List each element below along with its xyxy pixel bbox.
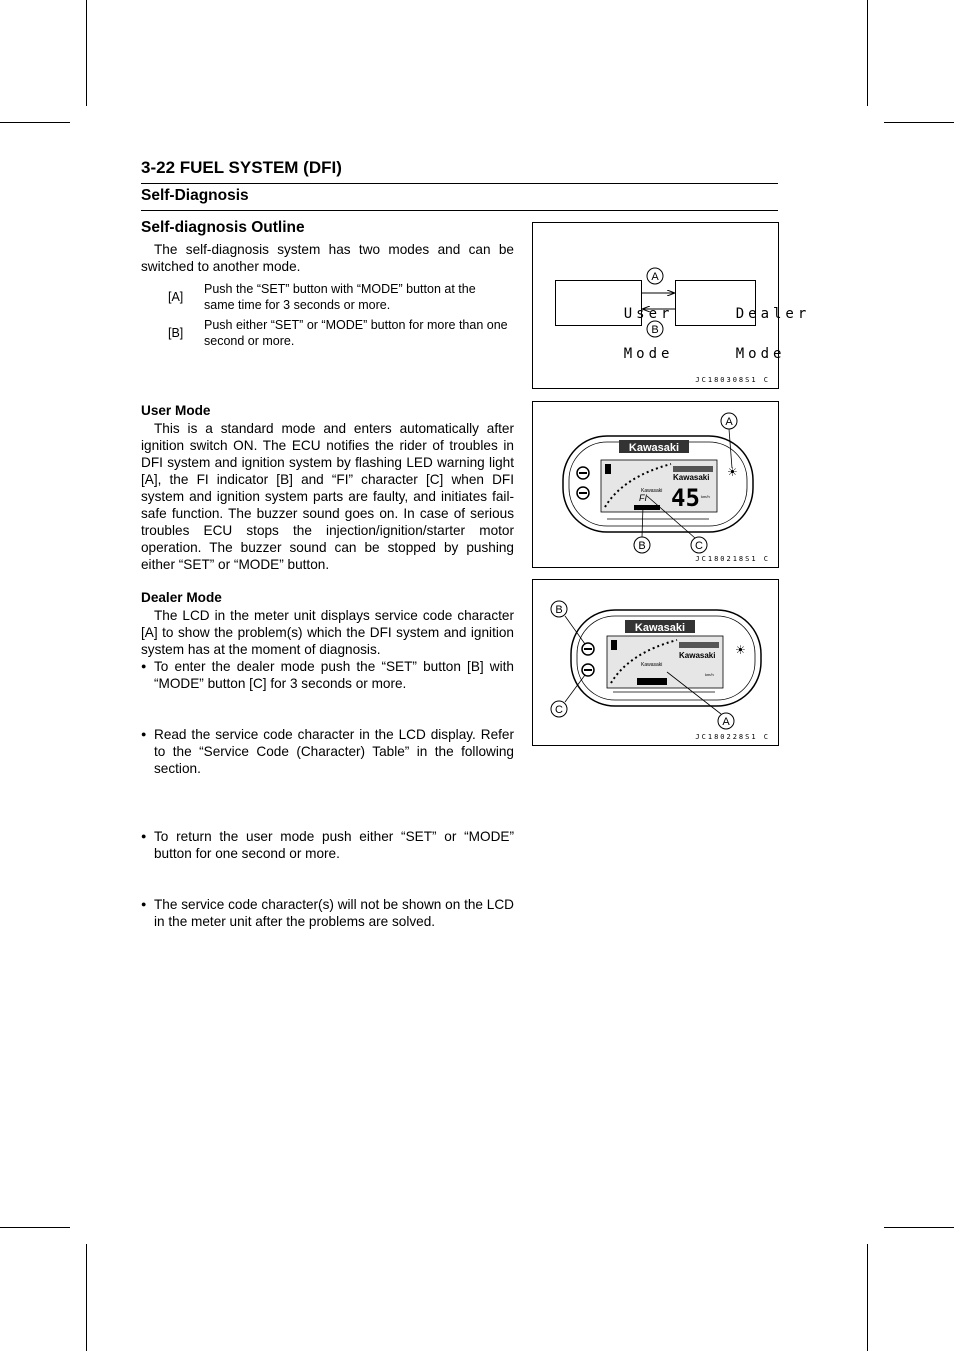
user-mode-heading: User Mode xyxy=(141,403,211,418)
lcd-brand: Kawasaki xyxy=(679,651,716,660)
callout-a: A xyxy=(722,716,730,728)
crop-mark xyxy=(0,122,70,123)
dealer-bullet: ● The service code character(s) will not be shown on the LCD in the meter unit after the problems are solved. xyxy=(141,896,514,930)
user-mode-body: This is a standard mode and enters automatically after ignition switch ON. The ECU notifies the rider of troubles in DFI system and ignition system by flashing LED warning light [A], the FI indicator [B] and “FI” character [C] when DFI system and ignition system parts are faulty, and initiates fail-safe function. The buzzer sound goes on. In case of serious troubles ECU stops the injection/ignition/starter motor operation. The buzzer sound can be stopped by pushing either “SET” or “MODE” button. xyxy=(141,421,514,572)
callout-a: A xyxy=(725,416,733,428)
lcd-unit: km/h xyxy=(705,672,714,677)
dealer-bullet: ● To return the user mode push either “SET” or “MODE” button for one second or more. xyxy=(141,828,514,862)
lcd-speed: 45 xyxy=(671,484,700,512)
mode-switch-figure xyxy=(532,222,811,389)
callout-c: C xyxy=(555,704,563,716)
user-box-line1: User xyxy=(623,306,674,322)
crop-mark xyxy=(867,0,868,106)
outline-intro: The self-diagnosis system has two modes and can be switched to another mode. xyxy=(141,242,514,274)
lcd-brand-small: Kawasaki xyxy=(641,662,663,668)
crop-mark xyxy=(86,0,87,106)
figure-code: JC180228S1 C xyxy=(695,733,770,741)
warning-light-icon: ☀ xyxy=(727,465,738,479)
meter-illustration xyxy=(533,402,780,569)
service-code-char xyxy=(637,678,667,685)
dealer-mode-meter-figure xyxy=(532,579,779,746)
caption-label-a: [A] xyxy=(168,290,184,304)
crop-mark xyxy=(86,1244,87,1351)
dealer-mode-heading: Dealer Mode xyxy=(141,590,222,605)
crop-mark xyxy=(0,1227,70,1228)
meter-brand: Kawasaki xyxy=(634,622,686,634)
dealer-bullet: ● To enter the dealer mode push the “SET” button [B] with “MODE” button [C] for 3 seconds or more. xyxy=(141,658,514,692)
user-box-line2: Mode xyxy=(623,346,674,362)
crop-mark xyxy=(884,122,954,123)
figure-code: JC180308S1 C xyxy=(695,376,770,384)
callout-c: C xyxy=(695,540,703,552)
lcd-unit: km/h xyxy=(701,494,710,499)
callout-b: B xyxy=(555,604,563,616)
dealer-mode-body: The LCD in the meter unit displays service code character [A] to show the problem(s) which the DFI system and ignition system has at the moment of diagnosis. xyxy=(141,608,514,657)
caption-text-b: Push either “SET” or “MODE” button for more than one second or more. xyxy=(204,318,508,348)
lcd-brand-small: Kawasaki xyxy=(641,488,663,494)
lcd-fi-char: FI xyxy=(639,493,647,503)
crop-mark xyxy=(884,1227,954,1228)
mode-arrows xyxy=(533,223,780,390)
warning-light-icon: ☀ xyxy=(735,643,746,657)
meter-brand: Kawasaki xyxy=(628,442,680,454)
callout-b: B xyxy=(651,324,659,336)
section-rule xyxy=(141,210,778,211)
section-title: Self-Diagnosis xyxy=(141,187,249,204)
dealer-box-line1: Dealer xyxy=(735,306,811,322)
subsection-title: Self-diagnosis Outline xyxy=(141,219,305,236)
header-rule xyxy=(141,183,778,184)
page-header: 3-22 FUEL SYSTEM (DFI) xyxy=(141,158,342,177)
lcd-brand: Kawasaki xyxy=(673,473,710,482)
user-mode-meter-figure xyxy=(532,401,779,568)
caption-label-b: [B] xyxy=(168,326,184,340)
callout-a: A xyxy=(651,271,659,283)
dealer-bullet: ● Read the service code character in the LCD display. Refer to the “Service Code (Character) Table” in the following section. xyxy=(141,726,514,777)
figure-code: JC180218S1 C xyxy=(695,555,770,563)
crop-mark xyxy=(867,1244,868,1351)
callout-b: B xyxy=(638,540,646,552)
caption-text-a: Push the “SET” button with “MODE” button at the same time for 3 seconds or more. xyxy=(204,282,476,312)
meter-illustration xyxy=(533,580,780,747)
dealer-box-line2: Mode xyxy=(735,346,786,362)
